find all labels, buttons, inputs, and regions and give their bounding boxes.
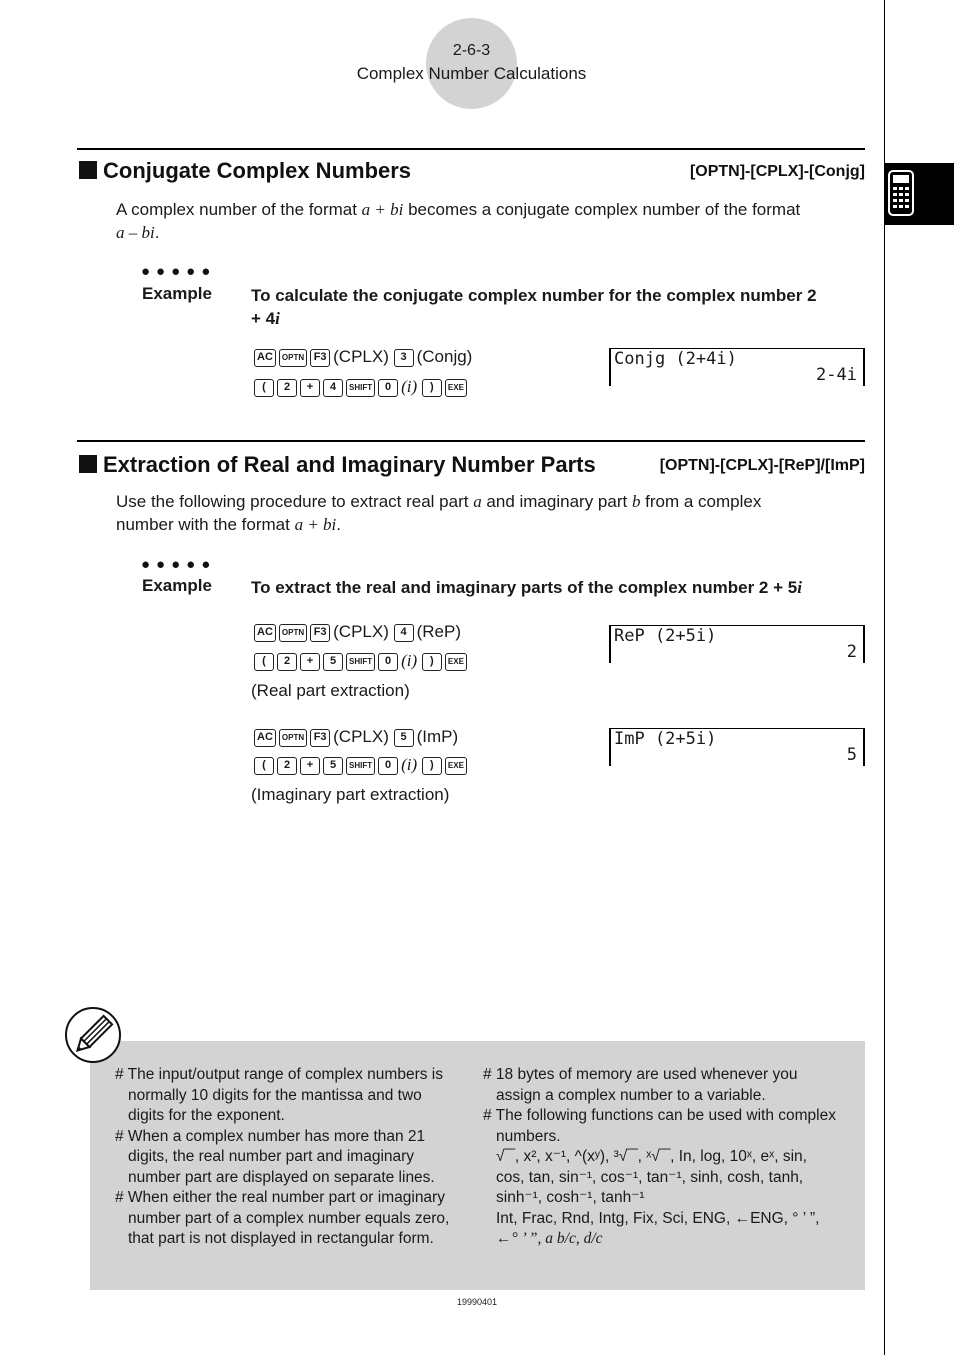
chapter-title: Complex Number Calculations: [356, 64, 587, 83]
key-2: 2: [277, 653, 297, 671]
key-plus: +: [300, 653, 320, 671]
key-5: 5: [323, 653, 343, 671]
notes-right-column: [483, 1065, 843, 1250]
section-title-extraction: Extraction of Real and Imaginary Number Parts: [103, 452, 596, 477]
note-item: # The input/output range of complex numbers is normally 10 digits for the mantissa and two digits for the exponent.: [115, 1066, 443, 1124]
step-note: (Real part extraction): [251, 681, 410, 700]
calculator-screen: ImP (2+5i) 5: [609, 728, 865, 766]
key-f3: F3: [310, 624, 330, 642]
key-0: 0: [378, 653, 398, 671]
key-ac: AC: [254, 624, 276, 642]
key-exe: EXE: [445, 379, 467, 397]
key-sequence: AC OPTN F3 (CPLX) 4 (ReP): [254, 620, 461, 644]
section-rule: [77, 148, 865, 150]
key-sequence: AC OPTN F3 (CPLX) 3 (Conjg): [254, 345, 472, 369]
key-5: 5: [394, 729, 414, 747]
key-optn: OPTN: [279, 729, 307, 747]
key-optn: OPTN: [279, 349, 307, 367]
key-exe: EXE: [445, 653, 467, 671]
note-item: # When a complex number has more than 21 digits, the real number part and imaginary number part are displayed on separate lines.: [115, 1127, 435, 1186]
key-optn: OPTN: [279, 624, 307, 642]
key-4: 4: [394, 624, 414, 642]
key-shift: SHIFT: [346, 653, 375, 671]
key-open-paren: (: [254, 757, 274, 775]
key-5: 5: [323, 757, 343, 775]
calculator-screen: Conjg (2+4i) 2-4i: [609, 348, 865, 386]
key-sequence: ( 2 + 4 SHIFT 0 (i) ) EXE: [254, 375, 470, 399]
key-sequence: ( 2 + 5 SHIFT 0 (i) ) EXE: [254, 753, 470, 777]
step-note: (Imaginary part extraction): [251, 785, 450, 804]
key-2: 2: [277, 379, 297, 397]
key-0: 0: [378, 757, 398, 775]
key-3: 3: [394, 349, 414, 367]
key-shift: SHIFT: [346, 379, 375, 397]
key-sequence: AC OPTN F3 (CPLX) 5 (ImP): [254, 725, 458, 749]
key-f3: F3: [310, 349, 330, 367]
calculator-icon: [885, 163, 954, 225]
key-shift: SHIFT: [346, 757, 375, 775]
section-title-conjugate: Conjugate Complex Numbers: [103, 158, 412, 183]
note-item: # When either the real number part or imaginary number part of a complex number equals zero, that part is not displayed in rectangular form.: [115, 1189, 450, 1247]
example-text: To calculate the conjugate complex number for the complex number 2 + 4i: [251, 286, 817, 328]
section-description: A complex number of the format a + bi becomes a conjugate complex number of the format a – bi.: [116, 200, 801, 242]
key-open-paren: (: [254, 653, 274, 671]
section-bullet: [79, 161, 97, 179]
key-4: 4: [323, 379, 343, 397]
notes-left-column: [115, 1065, 460, 1250]
key-plus: +: [300, 379, 320, 397]
section-description: Use the following procedure to extract real part a and imaginary part b from a complex number with the format a + bi.: [116, 492, 762, 534]
key-ac: AC: [254, 729, 276, 747]
note-item: # The following functions can be used with complex numbers.: [483, 1107, 836, 1145]
example-text: To extract the real and imaginary parts of the complex number 2 + 5i: [251, 578, 802, 597]
section-rule: [77, 440, 865, 442]
key-f3: F3: [310, 729, 330, 747]
example-label: Example: [142, 576, 212, 595]
section-key-path: [OPTN]-[CPLX]-[Conjg]: [689, 163, 865, 180]
key-2: 2: [277, 757, 297, 775]
section-bullet: [79, 455, 97, 473]
page-number: 2-6-3: [452, 42, 491, 59]
function-list: √‾‾, x², x⁻¹, ^(xʸ), ³√‾‾, ˣ√‾‾, In, log, 10ˣ, eˣ, sin, cos, tan, sin⁻¹, cos⁻¹, tan⁻¹, sinh, cosh, tanh, sinh⁻¹, cosh⁻¹, tanh⁻¹ Int, Frac, Rnd, Intg, Fix, Sci, ENG, ←ENG, ° ’ ”, ←° ’ ”, a b/c, d/c: [496, 1148, 820, 1247]
key-0: 0: [378, 379, 398, 397]
example-label: Example: [142, 284, 212, 303]
calculator-screen: ReP (2+5i) 2: [609, 625, 865, 663]
section-key-path: [OPTN]-[CPLX]-[ReP]/[ImP]: [659, 457, 865, 474]
key-close-paren: ): [422, 653, 442, 671]
footer-code: 19990401: [456, 1297, 498, 1307]
example-dots: ●●●●●: [141, 263, 217, 280]
chapter-tab: [885, 163, 954, 225]
key-open-paren: (: [254, 379, 274, 397]
example-dots: ●●●●●: [141, 556, 217, 573]
key-close-paren: ): [422, 379, 442, 397]
key-exe: EXE: [445, 757, 467, 775]
note-item: # 18 bytes of memory are used whenever you assign a complex number to a variable.: [483, 1066, 798, 1104]
key-sequence: ( 2 + 5 SHIFT 0 (i) ) EXE: [254, 649, 470, 673]
key-plus: +: [300, 757, 320, 775]
key-ac: AC: [254, 349, 276, 367]
pencil-icon: [64, 1006, 122, 1064]
key-close-paren: ): [422, 757, 442, 775]
